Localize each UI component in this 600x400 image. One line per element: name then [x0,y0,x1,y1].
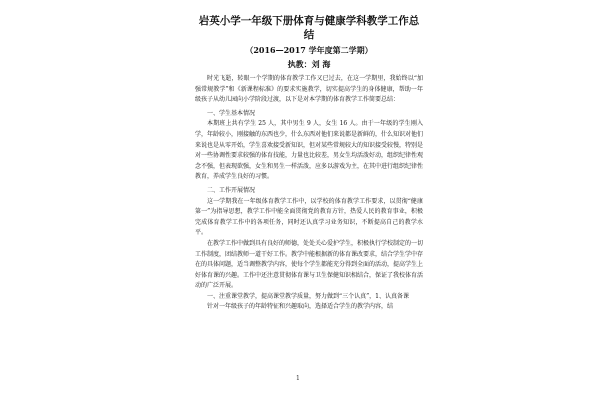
document-subtitle: （2016—2017 学年度第二学期） [245,45,373,55]
work-paragraph-3: 一、注重课堂教学，提高课堂教学质量，努力做到“三个认真”，1、认真备课 [207,292,409,300]
document-body [195,74,423,313]
students-paragraph: 本期班上共有学生 25 人，其中男生 9 人，女生 16 人。由于一年级的学生刚入学，年龄较小，刚接触的东西也少，什么东西对他们来说都是新鲜的，什么知识对他们来说也是从零开始，学生喜欢接受新知识，但对某些常规较大的知识接受较慢，特别是对一些协调性要求较强的体育技能，力量也比较差，男女生均活泼好动，组织纪律性观念不强，但表现欲强，女生和男生一样活泼，应多以游戏为主，在其中进行组织纪律性教育，养成学生良好的习惯。 [195,120,424,181]
document-author: 执教：刘 海 [287,59,331,69]
page-number: 1 [296,375,300,382]
document-content [195,14,423,313]
section-heading-work: 二、工作开展情况 [207,186,256,194]
section-heading-students: 一、学生基本情况 [207,109,256,117]
work-paragraph-2: 在教学工作中做到具有良好的师德，处处关心爱护学生，积极执行学校制定的一切工作制度，团结教师一道干好工作。教学中能根据新的体育课改要求，结合学生学中存在的具体问题，适当调整教学内容，使每个学生都能充分得到全面的活动，提高学生上好体育课的兴趣。工作中还注意贯彻体育课与卫生保健知识相结合，保证了我校体育活动的广泛开展。 [195,239,424,290]
document-title: 岩英小学一年级下册体育与健康学科教学工作总结 [198,15,420,41]
intro-paragraph: 时光飞逝，转眼一个学期的体育教学工作又已过去，在这一学期里，我始终以“加强常规教学”和《新课程标准》的要求实施教学，切实提高学生的身体健康，帮助一年级孩子从幼儿园向小学阶段过渡，以下是对本学期的体育教学工作简要总结： [195,75,423,104]
work-paragraph-4: 针对一年级孩子的年龄特征和兴趣取向，选择适合学生的教学内容，结 [207,303,394,311]
work-paragraph-1: 这一学期我在一年级体育教学工作中，以学校的体育教学工作要求，以贯彻“健康第一”为指导思想，教学工作中能全面贯彻党的教育方针，热爱人民的教育事业，积极完成体育教学工作中的各项任务，同时还认真学习业务知识，不断提高自己的教学水平。 [195,197,423,237]
